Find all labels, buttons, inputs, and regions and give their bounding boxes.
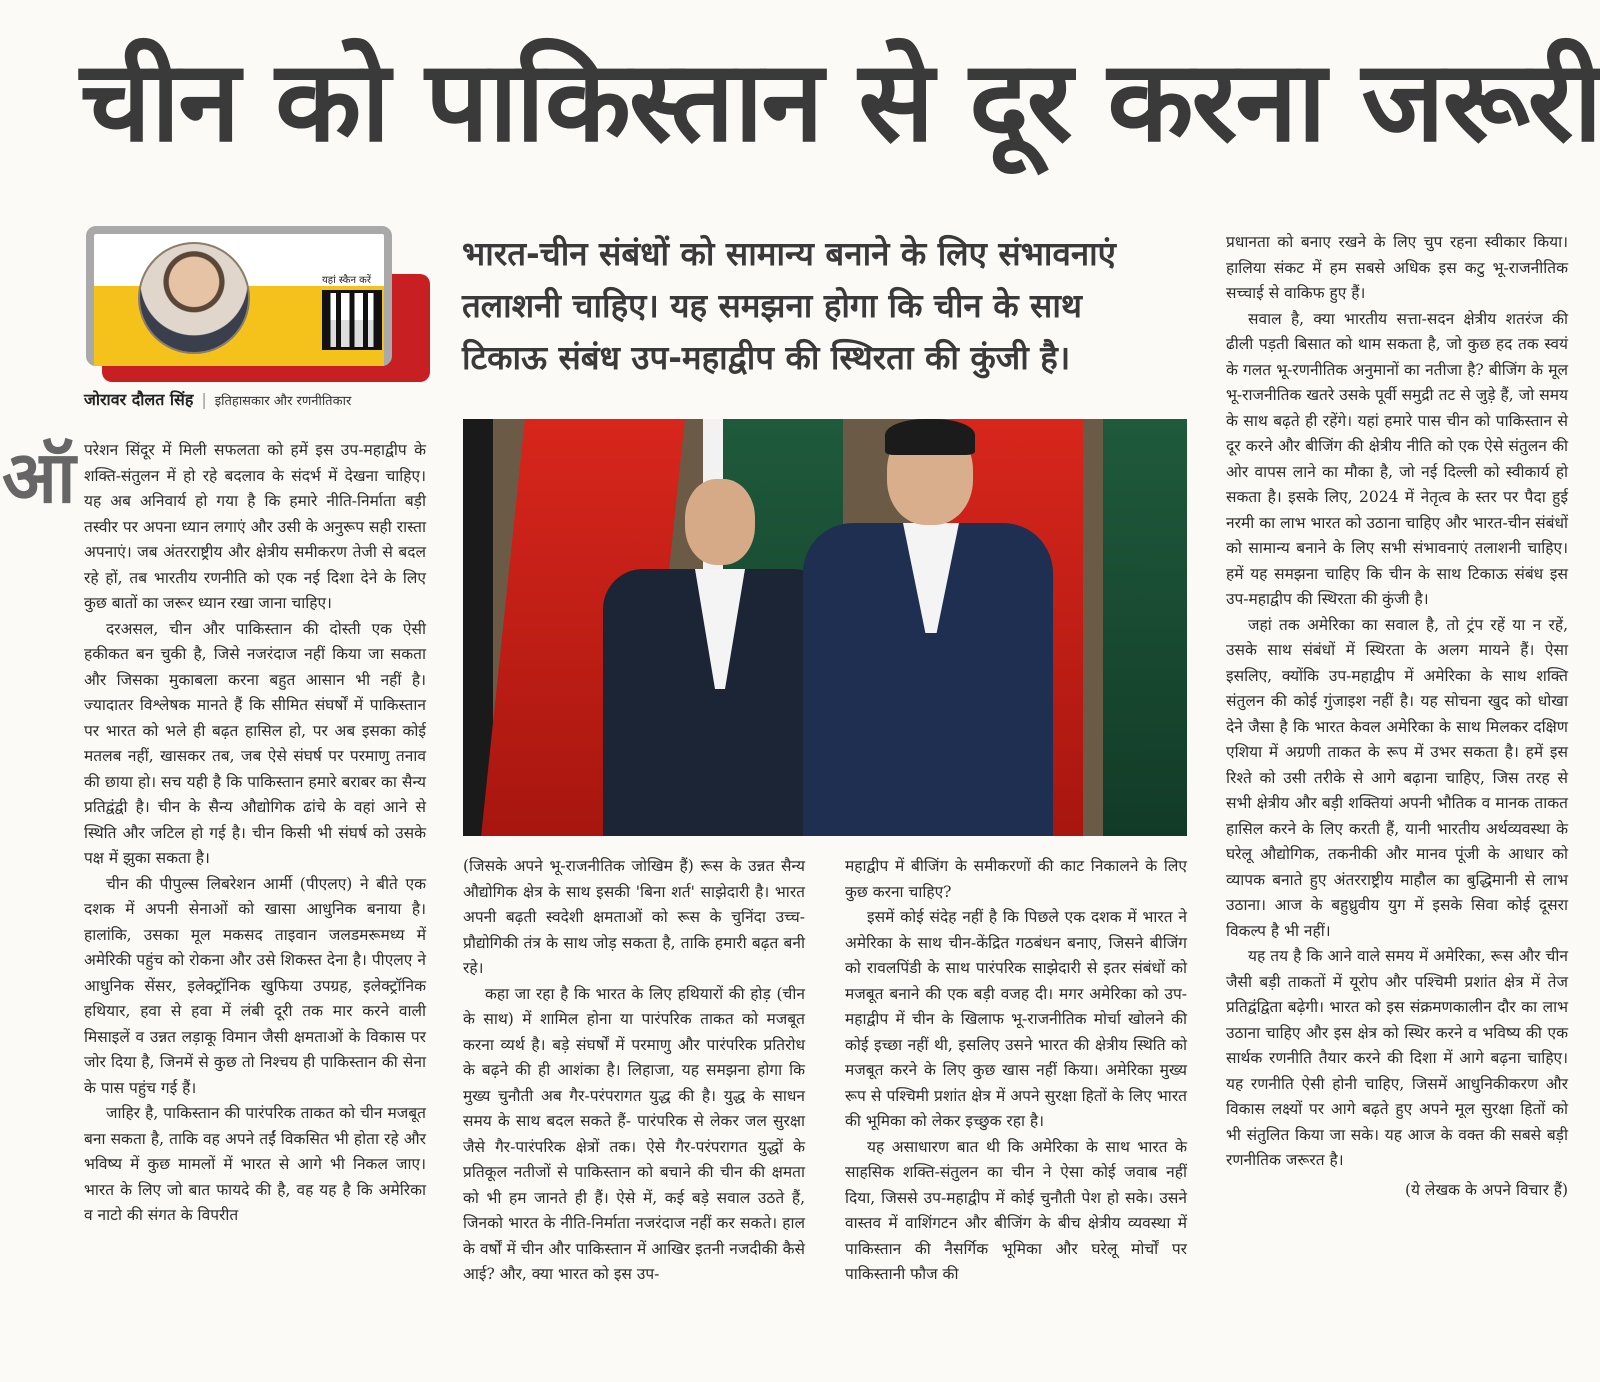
column-2: [463, 854, 805, 1318]
author-avatar: [138, 242, 250, 354]
qr-code-icon[interactable]: [322, 290, 382, 350]
deck-line-3: टिकाऊ संबंध उप-महाद्वीप की स्थिरता की कुंजी है।: [462, 338, 1071, 377]
headline: चीन को पाकिस्तान से दूर करना जरूरी: [80, 37, 1600, 167]
paragraph: प्रधानता को बनाए रखने के लिए चुप रहना स्वीकार किया। हालिया संकट में हम सबसे अधिक इस कटु भू-राजनीतिक सच्चाई से वाकिफ हुए हैं।: [1226, 233, 1568, 302]
card-frame: [86, 226, 392, 366]
byline-separator: |: [201, 390, 207, 409]
dropcap: ऑ: [2, 435, 76, 519]
leader-right: [803, 419, 1053, 836]
paragraph: यह तय है कि आने वाले समय में अमेरिका, रूस और चीन जैसी बड़ी ताकतों में यूरोप और पश्चिमी प्रशांत क्षेत्र में तेज प्रतिद्वंद्विता बढ़ेगी। भारत को इस संक्रमणकालीन दौर का लाभ उठाना चाहिए और इस क्षेत्र को स्थिर करने व भविष्य की एक सार्थक रणनीति तैयार करने की दिशा में आगे बढ़ना चाहिए। यह रणनीति ऐसी होनी चाहिए, जिसमें आधुनिकीकरण और विकास लक्ष्यों पर आगे बढ़ते हुए अपने मूल सुरक्षा हितों को भी संतुलित किया जा सके। यह आज के वक्त की सबसे बड़ी रणनीतिक जरूरत है।: [1226, 947, 1568, 1169]
author-disclaimer: (ये लेखक के अपने विचार हैं): [1404, 1180, 1568, 1199]
paragraph: (जिसके अपने भू-राजनीतिक जोखिम हैं) रूस के उन्नत सैन्य औद्योगिक क्षेत्र के साथ इसकी 'बिना शर्त' साझेदारी है। भारत अपनी बढ़ती स्वदेशी क्षमताओं को रूस के चुनिंदा उच्च-प्रौद्योगिकी तंत्र के साथ जोड़ सकता है, ताकि हमारी बढ़त बनी रहे।: [463, 857, 805, 977]
paragraph: कहा जा रहा है कि भारत के लिए हथियारों की होड़ (चीन के साथ) में शामिल होना या पारंपरिक ताकत को मजबूत करना व्यर्थ है। बड़े संघर्षों में परमाणु और पारंपरिक प्रतिरोध के बढ़ने की ही आशंका है। लिहाजा, यह समझना होगा कि मुख्य चुनौती अब गैर-परंपरागत युद्ध की है। युद्ध के साधन समय के साथ बदल सकते हैं- पारंपरिक से लेकर जल सुरक्षा जैसे गैर-पारंपरिक क्षेत्रों तक। ऐसे गैर-परंपरागत युद्धों के प्रतिकूल नतीजों से पाकिस्तान को बचाने की चीन की क्षमता को भी हम जानते ही हैं। ऐसे में, कई बड़े सवाल उठते हैं, जिनको भारत के नीति-निर्माता नजरंदाज नहीं कर सकते। हाल के वर्षों में चीन और पाकिस्तान में आखिर इतनी नजदीकी कैसे आई? और, क्या भारत को इस उप-: [463, 984, 805, 1283]
column-4: [1226, 230, 1568, 1330]
paragraph: जाहिर है, पाकिस्तान की पारंपरिक ताकत को चीन मजबूत बना सकता है, ताकि वह अपने तईं विकसित भी होता रहे और भविष्य में कुछ मामलों में भारत से आगे भी निकल जाए। भारत के लिए जो बात फायदे की है, वह यह है कि अमेरिका व नाटो की संगत के विपरीत: [84, 1104, 426, 1224]
deck-line-1: भारत-चीन संबंधों को सामान्य बनाने के लिए संभावनाएं: [462, 234, 1116, 273]
author-name: जोरावर दौलत सिंह: [84, 390, 194, 409]
column-1: [2, 435, 426, 1318]
paragraph: चीन की पीपुल्स लिबरेशन आर्मी (पीएलए) ने बीते एक दशक में अपनी सेनाओं को खासा आधुनिक बनाया है। हालांकि, उसका मूल मकसद ताइवान जलडमरूमध्य में अमेरिकी पहुंच को रोकना और उसे शिकस्त देना है। पीएलए ने आधुनिक सेंसर, इलेक्ट्रॉनिक खुफिया उपग्रह, इलेक्ट्रॉनिक हथियार, हवा से हवा में लंबी दूरी तक मार करने वाली मिसाइलें व उन्नत लड़ाकू विमान जैसी क्षमताओं के विकास पर जोर दिया है, जिनमें से कुछ तो निश्चय ही पाकिस्तान की सेना के पास पहुंच गई हैं।: [84, 874, 426, 1097]
paragraph: यह असाधारण बात थी कि अमेरिका के साथ भारत के साहसिक शक्ति-संतुलन का चीन ने ऐसा कोई जवाब नहीं दिया, जिससे उप-महाद्वीप में कोई चुनौती पेश हो सके। उसने वास्तव में वाशिंगटन और बीजिंग के बीच क्षेत्रीय व्यवस्था में पाकिस्तान की नैसर्गिक भूमिका और घरेलू मोर्चों पर पाकिस्तानी फौज की: [845, 1137, 1187, 1283]
paragraph: दरअसल, चीन और पाकिस्तान की दोस्ती एक ऐसी हकीकत बन चुकी है, जिसे नजरंदाज नहीं किया जा सकता और जिसका मुकाबला करना बहुत आसान भी नहीं है। ज्यादातर विश्लेषक मानते हैं कि सीमित संघर्षों में पाकिस्तान पर भारत को भले ही बढ़त हासिल हो, पर अब इसका कोई मतलब नहीं, खासकर तब, जब ऐसे संघर्ष पर परमाणु तनाव की छाया हो। सच यही है कि पाकिस्तान हमारे बराबर का सैन्य प्रतिद्वंद्वी है। चीन के सैन्य औद्योगिक ढांचे के वहां आने से स्थिति और जटिल हो गई है। चीन किसी भी संघर्ष को उसके पक्ष में झुका सकता है।: [84, 619, 426, 867]
qr-label: यहां स्कैन करें: [322, 275, 371, 286]
paragraph: महाद्वीप में बीजिंग के समीकरणों की काट निकालने के लिए कुछ करना चाहिए?: [845, 857, 1187, 901]
author-role: इतिहासकार और रणनीतिकार: [214, 394, 352, 409]
author-card: [86, 226, 432, 386]
deck-line-2: तलाशनी चाहिए। यह समझना होगा कि चीन के साथ: [462, 286, 1082, 325]
paragraph: सवाल है, क्या भारतीय सत्ता-सदन क्षेत्रीय शतरंज की ढीली पड़ती बिसात को थाम सकता है, जो कुछ हद तक स्वयं के गलत भू-रणनीतिक अनुमानों का नतीजा है? बीजिंग के मूल भू-राजनीतिक खतरे उसके पूर्वी समुद्री तट से जुड़े हैं, जो समय के साथ बढ़ते ही रहेंगे। यहां हमारे पास चीन को पाकिस्तान से दूर करने और बीजिंग की क्षेत्रीय नीति को एक ऐसे संतुलन की ओर वापस लाने का मौका है, जो नई दिल्ली को स्वीकार्य हो सकता है। इसके लिए, 2024 में नेतृत्व के स्तर पर पैदा हुई नरमी का लाभ भारत को उठाना चाहिए और भारत-चीन संबंधों को सामान्य बनाने के लिए सभी संभावनाएं तलाशनी चाहिए। हमें यह समझना चाहिए कि चीन के साथ टिकाऊ संबंध इस उप-महाद्वीप की स्थिरता की कुंजी है।: [1226, 309, 1568, 608]
paragraph: इसमें कोई संदेह नहीं है कि पिछले एक दशक में भारत ने अमेरिका के साथ चीन-केंद्रित गठबंधन बनाए, जिसने बीजिंग को रावलपिंडी के साथ पारंपरिक साझेदारी से इतर संबंधों को मजबूत बनाने की एक बड़ी वजह दी। मगर अमेरिका को उप-महाद्वीप में चीन के खिलाफ भू-राजनीतिक मोर्चा खोलने की कोई इच्छा नहीं थी, इसलिए उसने भारत की क्षेत्रीय स्थिति को मजबूत करने के लिए कुछ खास नहीं किया। अमेरिका मुख्य रूप से पश्चिमी प्रशांत क्षेत्र में अपने सुरक्षा हितों के लिए भारत की भूमिका को लेकर इच्छुक रहा है।: [845, 908, 1187, 1130]
column-3: [845, 854, 1187, 1318]
pakistan-flag-right: [1103, 419, 1187, 836]
paragraph: ऑपरेशन सिंदूर में मिली सफलता को हमें इस उप-महाद्वीप के शक्ति-संतुलन में हो रहे बदलाव के संदर्भ में देखना चाहिए। यह अब अनिवार्य हो गया है कि हमारे नीति-निर्माता बड़ी तस्वीर पर अपना ध्यान लगाएं और उसी के अनुरूप सही रास्ता अपनाएं। जब अंतरराष्ट्रीय और क्षेत्रीय समीकरण तेजी से बदल रहे हों, तब भारतीय रणनीति को एक नई दिशा देने के लिए कुछ बातों का जरूर ध्यान रखा जाना चाहिए।: [2, 435, 426, 612]
deck: [462, 228, 1162, 384]
paragraph: जहां तक अमेरिका का सवाल है, तो ट्रंप रहें या न रहें, उसके साथ संबंधों में स्थिरता के अलग मायने हैं। ऐसा इसलिए, क्योंकि उप-महाद्वीप में अमेरिका के साथ शक्ति संतुलन की कोई गुंजाइश नहीं है। यह सोचना खुद को धोखा देने जैसा है कि भारत केवल अमेरिका के साथ मिलकर दक्षिण एशिया में अग्रणी ताकत के रूप में उभर सकता है। हमें इस रिश्ते को उसी तरीके से आगे बढ़ाना चाहिए, जिस तरह से सभी क्षेत्रीय और बड़ी शक्तियां अपनी भौतिक व मानक ताकत हासिल करने के लिए करती हैं, यानी भारतीय अर्थव्यवस्था के घरेलू औद्योगिक, तकनीकी और मानव पूंजी के आधार को व्यापक बनाते हुए अंतरराष्ट्रीय माहौल का बुद्धिमानी से लाभ उठाना। आज के बहुध्रुवीय युग में इसके सिवा कोई दूसरा विकल्प है भी नहीं।: [1226, 615, 1568, 940]
leader-left: [603, 479, 833, 836]
byline: [84, 388, 428, 412]
news-photo: [463, 419, 1187, 836]
